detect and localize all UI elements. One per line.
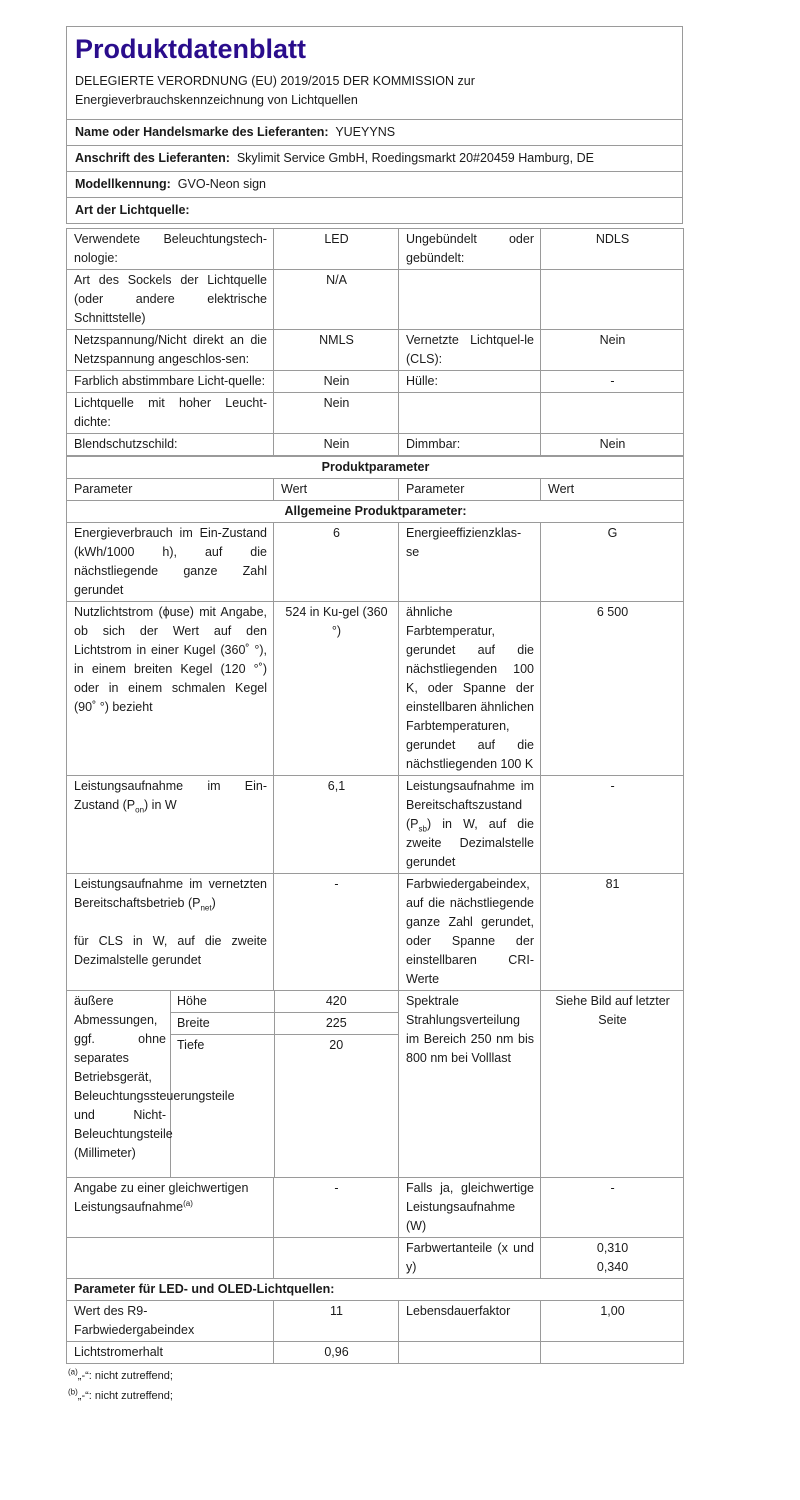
col-header-parameter-1: Parameter: [67, 479, 274, 501]
value-technology: LED: [274, 229, 399, 270]
param-equivalent-power-w: Falls ja, gleichwertige Leistungsaufnahme (W): [399, 1178, 541, 1238]
param-casing: Vernetzte Lichtquel-le (CLS):: [399, 330, 541, 371]
product-params-section-row: [67, 457, 684, 479]
light-source-type-row: [67, 198, 683, 224]
dimensions-table: [171, 991, 398, 1177]
table-row: [67, 371, 684, 393]
param-dimensions: äußere Abmessungen, ggf. ohne separates Betriebsgerät, Beleuchtungssteuerungsteile und Nicht-Beleuchtungsteile (Millimeter): [67, 991, 171, 1178]
param-standby-power: Leistungsaufnahme im Bereitschaftszustand $(P_{sb})$ in W, auf die zweite Dezimalstelle gerundet: [399, 776, 541, 874]
table-row: [67, 1238, 684, 1279]
led-params-section-row: [67, 1279, 684, 1301]
value-energy-consumption: 6: [274, 523, 399, 602]
value-connected: [541, 270, 684, 330]
param-lumen-maintenance: Lichtstromerhalt: [67, 1342, 274, 1364]
table-row: [67, 776, 684, 874]
model-label: Modellkennung:: [75, 177, 171, 191]
table-row: [67, 434, 684, 456]
page-title: Produktdatenblatt: [75, 34, 307, 64]
regulation-line-2: Energieverbrauchskennzeichnung von Lichtquellen: [75, 93, 358, 107]
dimension-name: Breite: [171, 1013, 274, 1035]
value-casing: Nein: [541, 330, 684, 371]
table-row: [67, 602, 684, 776]
dimension-value: 225: [274, 1013, 398, 1035]
table-row: [67, 330, 684, 371]
param-tunable: Farblich abstimmbare Licht-quelle:: [67, 371, 274, 393]
column-header-row: [67, 479, 684, 501]
table-row: [67, 1178, 684, 1238]
dimension-value: 420: [274, 991, 398, 1013]
dimension-name: Höhe: [177, 994, 207, 1008]
param-survival-factor: Lebensdauerfaktor: [399, 1301, 541, 1342]
model-value: GVO-Neon sign: [177, 177, 267, 191]
value-survival-factor: 1,00: [541, 1301, 684, 1342]
product-data-sheet: [66, 26, 683, 1406]
value-dimmable: Nein: [541, 434, 684, 456]
table-row: [67, 393, 684, 434]
value-chromaticity: [541, 1238, 684, 1279]
value-cri: 81: [541, 874, 684, 991]
led-params-title: Parameter für LED- und OLED-Lichtquellen:: [67, 1279, 684, 1301]
value-tunable: Nein: [274, 371, 399, 393]
value-equivalent-power-w: -: [541, 1178, 684, 1238]
empty-cell: -: [541, 371, 684, 393]
value-r9: 11: [274, 1301, 399, 1342]
empty-cell: [541, 393, 684, 434]
chromaticity-y: 0,340: [596, 1260, 629, 1274]
value-color-temperature: 6 500: [541, 602, 684, 776]
param-high-luminance: Lichtquelle mit hoher Leucht-dichte:: [67, 393, 274, 434]
col-header-value-2: Wert: [541, 479, 684, 501]
param-dimmable: Dimmbar:: [399, 434, 541, 456]
param-networked-standby-power: Leistungsaufnahme im vernetzten Bereitschaftsbetrieb $(P_{net})$ für CLS in W, auf die zweite Dezimalstelle gerundet: [67, 874, 274, 991]
general-params-title: Allgemeine Produktparameter:: [67, 501, 684, 523]
value-energy-class: G: [541, 523, 684, 602]
param-color-temperature: ähnliche Farbtemperatur, gerundet auf die nächstliegenden 100 K, oder Spanne der einstellbaren ähnlichen Farbtemperaturen, gerundet auf die nächstliegenden 100 K: [399, 602, 541, 776]
value-anti-glare: Nein: [274, 434, 399, 456]
value-equivalent-power: -: [274, 1178, 399, 1238]
table-row: [67, 229, 684, 270]
value-spectral-distribution: Siehe Bild auf letzter Seite: [541, 991, 684, 1178]
param-on-mode-power: Leistungsaufnahme im Ein-Zustand $(P_{on})$ in W: [67, 776, 274, 874]
table-row: [67, 874, 684, 991]
dimension-row: [171, 991, 398, 1013]
value-mains: NMLS: [274, 330, 399, 371]
param-equivalent-power: Angabe zu einer gleichwertigen Leistungsaufnahme$^{(a)}$: [67, 1178, 274, 1238]
product-params-table: [66, 456, 684, 1364]
dimensions-row: [67, 991, 684, 1178]
value-luminous-flux: 524 in Ku-gel (360 °): [274, 602, 399, 776]
title-cell: [67, 27, 683, 120]
empty-cell: [399, 393, 541, 434]
light-source-type-label: Art der Lichtquelle:: [75, 203, 190, 217]
col-header-parameter-2: Parameter: [399, 479, 541, 501]
product-params-title: Produktparameter: [67, 457, 684, 479]
value-cap-type: N/A: [274, 270, 399, 330]
table-row: [67, 270, 684, 330]
footnote-b: $^{(b)}$„-“: nicht zutreffend;: [68, 1387, 173, 1402]
supplier-address-value: Skylimit Service GmbH, Roedingsmarkt 20#20459 Hamburg, DE: [236, 151, 594, 165]
param-technology: Verwendete Beleuchtungstech-nologie:: [67, 229, 274, 270]
footnotes: [66, 1366, 683, 1406]
param-anti-glare: Blendschutzschild:: [67, 434, 274, 456]
footnote-a: $^{(a)}$„-“: nicht zutreffend;: [68, 1367, 173, 1382]
value-standby-power: -: [541, 776, 684, 874]
param-energy-consumption: Energieverbrauch im Ein-Zustand (kWh/1000 h), auf die nächstliegende ganze Zahl gerundet: [67, 523, 274, 602]
value-lumen-maintenance: 0,96: [274, 1342, 399, 1364]
param-chromaticity: Farbwertanteile (x und y): [399, 1238, 541, 1279]
dimension-value: 20: [274, 1035, 398, 1178]
dimension-name: Tiefe: [177, 1038, 205, 1052]
chromaticity-x: 0,310: [596, 1241, 629, 1255]
title-row: [67, 27, 683, 120]
supplier-address-label: Anschrift des Lieferanten:: [75, 151, 230, 165]
dimension-row: [171, 1013, 398, 1035]
param-luminous-flux: Nutzlichtstrom (ϕuse) mit Angabe, ob sich der Wert auf den Lichtstrom in einer Kugel (360˚ °), in einem breiten Kegel (120 °˚) oder in einem schmalen Kegel (90˚ °) bezieht: [67, 602, 274, 776]
light-source-table: [66, 228, 684, 456]
dimension-row: [171, 1035, 398, 1178]
param-mains: Netzspannung/Nicht direkt an die Netzspannung angeschlos-sen:: [67, 330, 274, 371]
table-row: [67, 1342, 684, 1364]
col-header-value-1: Wert: [274, 479, 399, 501]
value-directional: NDLS: [541, 229, 684, 270]
param-directional: Ungebündelt oder gebündelt:: [399, 229, 541, 270]
param-spectral-distribution: Spektrale Strahlungsverteilung im Bereich 250 nm bis 800 nm bei Volllast: [399, 991, 541, 1178]
param-energy-class: Energieeffizienzklas-se: [399, 523, 541, 602]
dimensions-cell: [171, 991, 399, 1178]
regulation-line-1: DELEGIERTE VERORDNUNG (EU) 2019/2015 DER KOMMISSION zur: [75, 74, 475, 88]
value-high-luminance: Nein: [274, 393, 399, 434]
general-params-section-row: [67, 501, 684, 523]
header-table: [66, 26, 683, 224]
table-row: [67, 1301, 684, 1342]
value-on-mode-power: 6,1: [274, 776, 399, 874]
param-connected: [399, 270, 541, 330]
supplier-name-value: YUEYYNS: [335, 125, 396, 139]
empty-cell: Hülle:: [399, 371, 541, 393]
table-row: [67, 523, 684, 602]
param-r9: Wert des R9-Farbwiedergabeindex: [67, 1301, 274, 1342]
param-cri: Farbwiedergabeindex, auf die nächstliegende ganze Zahl gerundet, oder Spanne der einstellbaren CRI-Werte: [399, 874, 541, 991]
param-cap-type: Art des Sockels der Lichtquelle (oder andere elektrische Schnittstelle): [67, 270, 274, 330]
model-row: [67, 172, 683, 198]
supplier-name-label: Name oder Handelsmarke des Lieferanten:: [75, 125, 329, 139]
value-networked-standby-power: -: [274, 874, 399, 991]
supplier-name-row: [67, 120, 683, 146]
supplier-address-row: [67, 146, 683, 172]
